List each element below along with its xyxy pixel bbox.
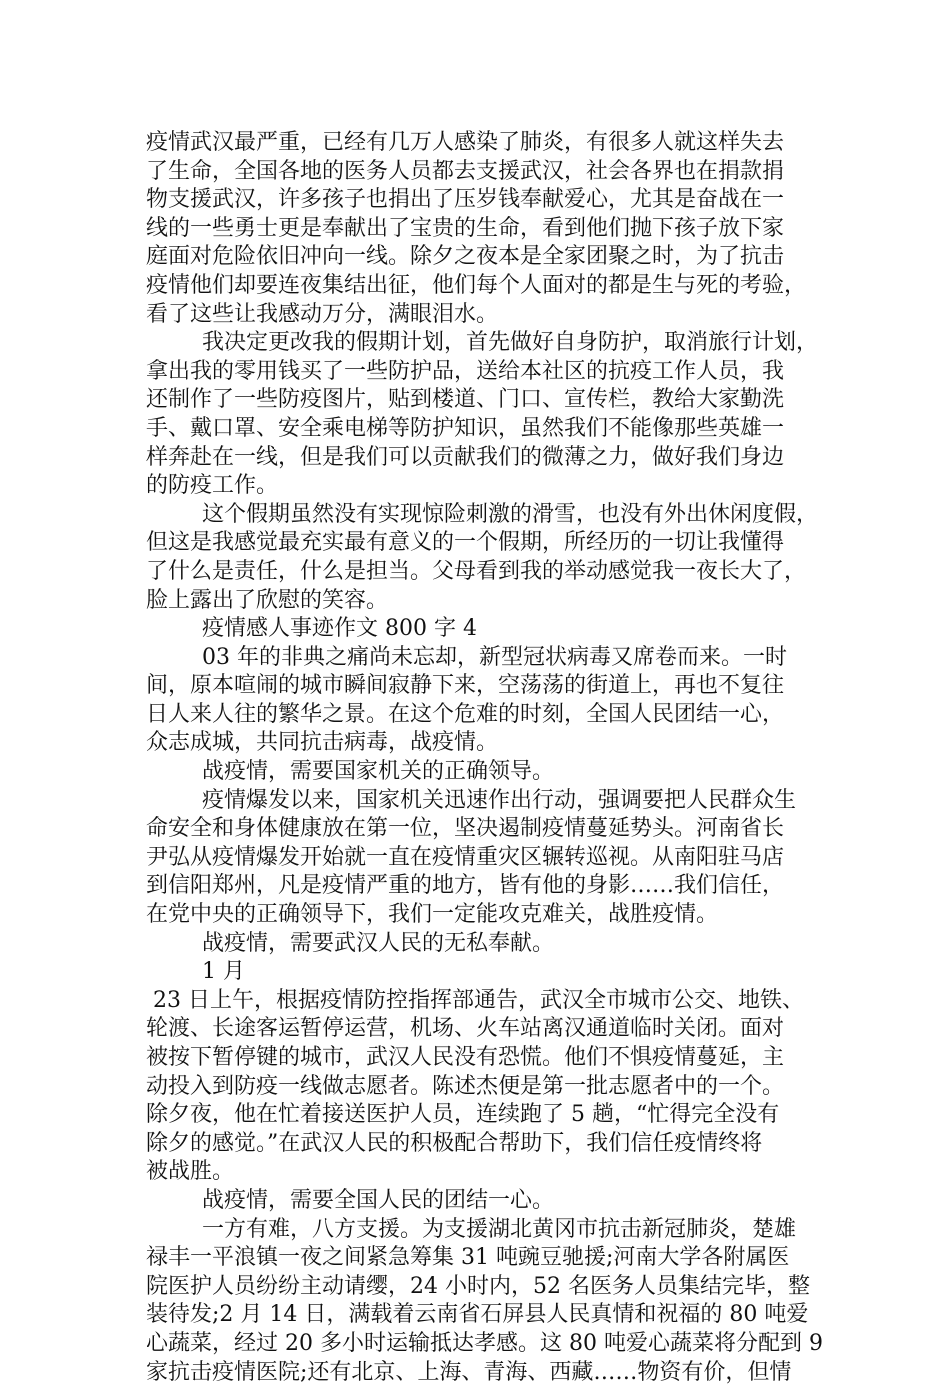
text-line: 尹弘从疫情爆发开始就一直在疫情重灾区辗转巡视。从南阳驻马店 <box>146 844 785 870</box>
text-line: 脸上露出了欣慰的笑容。 <box>146 587 389 613</box>
text-line: 动投入到防疫一线做志愿者。陈述杰便是第一批志愿者中的一个。 <box>146 1073 785 1099</box>
text-line: 疫情爆发以来，国家机关迅速作出行动，强调要把人民群众生 <box>202 787 797 813</box>
text-line: 庭面对危险依旧冲向一线。除夕之夜本是全家团聚之时，为了抗击 <box>146 244 785 270</box>
text-line: 看了这些让我感动万分，满眼泪水。 <box>146 301 499 327</box>
text-line: 物支援武汉，许多孩子也捐出了压岁钱奉献爱心，尤其是奋战在一 <box>146 187 785 213</box>
text-line: 23 日上午，根据疫情防控指挥部通告，武汉全市城市公交、地铁、 <box>146 987 804 1013</box>
text-line: 战疫情，需要武汉人民的无私奉献。 <box>202 930 555 956</box>
text-line: 轮渡、长途客运暂停运营，机场、火车站离汉通道临时关闭。面对 <box>146 1016 785 1042</box>
text-line: 疫情感人事迹作文 800 字 4 <box>202 616 477 642</box>
text-line: 手、戴口罩、安全乘电梯等防护知识，虽然我们不能像那些英雄一 <box>146 415 785 441</box>
text-line: 线的一些勇士更是奉献出了宝贵的生命，看到他们抛下孩子放下家 <box>146 215 785 241</box>
text-line: 家抗击疫情医院;还有北京、上海、青海、西藏……物资有价，但情 <box>146 1359 792 1385</box>
text-line: 了什么是责任，什么是担当。父母看到我的举动感觉我一夜长大了， <box>146 558 807 584</box>
text-line: 的防疫工作。 <box>146 473 279 499</box>
text-line: 03 年的非典之痛尚未忘却，新型冠状病毒又席卷而来。一时 <box>202 644 787 670</box>
text-line: 众志成城，共同抗击病毒，战疫情。 <box>146 730 499 756</box>
text-line: 在党中央的正确领导下，我们一定能攻克难关，战胜疫情。 <box>146 902 719 928</box>
text-line: 除夕夜，他在忙着接送医护人员，连续跑了 5 趟，“忙得完全没有 <box>146 1102 780 1128</box>
text-line: 疫情他们却要连夜集结出征，他们每个人面对的都是生与死的考验， <box>146 272 807 298</box>
text-line: 拿出我的零用钱买了一些防护品，送给本社区的抗疫工作人员，我 <box>146 358 785 384</box>
text-line: 禄丰一平浪镇一夜之间紧急筹集 31 吨豌豆驰援;河南大学各附属医 <box>146 1245 790 1271</box>
text-line: 战疫情，需要国家机关的正确领导。 <box>202 759 555 785</box>
text-line: 这个假期虽然没有实现惊险刺激的滑雪，也没有外出休闲度假， <box>202 501 819 527</box>
text-line: 还制作了一些防疫图片，贴到楼道、门口、宣传栏，教给大家勤洗 <box>146 387 785 413</box>
text-line: 日人来人往的繁华之景。在这个危难的时刻，全国人民团结一心， <box>146 701 785 727</box>
text-line: 疫情武汉最严重，已经有几万人感染了肺炎，有很多人就这样失去 <box>146 130 785 155</box>
text-line: 一方有难，八方支援。为支援湖北黄冈市抗击新冠肺炎，楚雄 <box>202 1216 797 1242</box>
text-line: 被按下暂停键的城市，武汉人民没有恐慌。他们不惧疫情蔓延，主 <box>146 1045 785 1070</box>
text-line: 被战胜。 <box>146 1159 235 1185</box>
text-line: 样奔赴在一线，但是我们可以贡献我们的微薄之力，做好我们身边 <box>146 444 785 470</box>
document-body <box>146 129 826 1387</box>
text-line: 战疫情，需要全国人民的团结一心。 <box>202 1187 555 1213</box>
text-line: 了生命，全国各地的医务人员都去支援武汉，社会各界也在捐款捐 <box>146 158 785 184</box>
text-line: 但这是我感觉最充实最有意义的一个假期，所经历的一切让我懂得 <box>146 530 785 556</box>
text-line: 1 月 <box>202 959 245 985</box>
text-line: 心蔬菜，经过 20 多小时运输抵达孝感。这 80 吨爱心蔬菜将分配到 9 <box>146 1330 823 1356</box>
text-line: 除夕的感觉。”在武汉人民的积极配合帮助下，我们信任疫情终将 <box>146 1130 763 1156</box>
text-line: 间，原本喧闹的城市瞬间寂静下来，空荡荡的街道上，再也不复往 <box>146 673 785 699</box>
text-line: 院医护人员纷纷主动请缨，24 小时内，52 名医务人员集结完毕，整 <box>146 1273 810 1299</box>
text-line: 到信阳郑州，凡是疫情严重的地方，皆有他的身影……我们信任， <box>146 873 785 899</box>
text-line: 命安全和身体健康放在第一位，坚决遏制疫情蔓延势头。河南省长 <box>146 816 785 842</box>
text-line: 装待发;2 月 14 日，满载着云南省石屏县人民真情和祝福的 80 吨爱 <box>146 1302 809 1328</box>
text-line: 我决定更改我的假期计划，首先做好自身防护，取消旅行计划， <box>202 330 819 356</box>
